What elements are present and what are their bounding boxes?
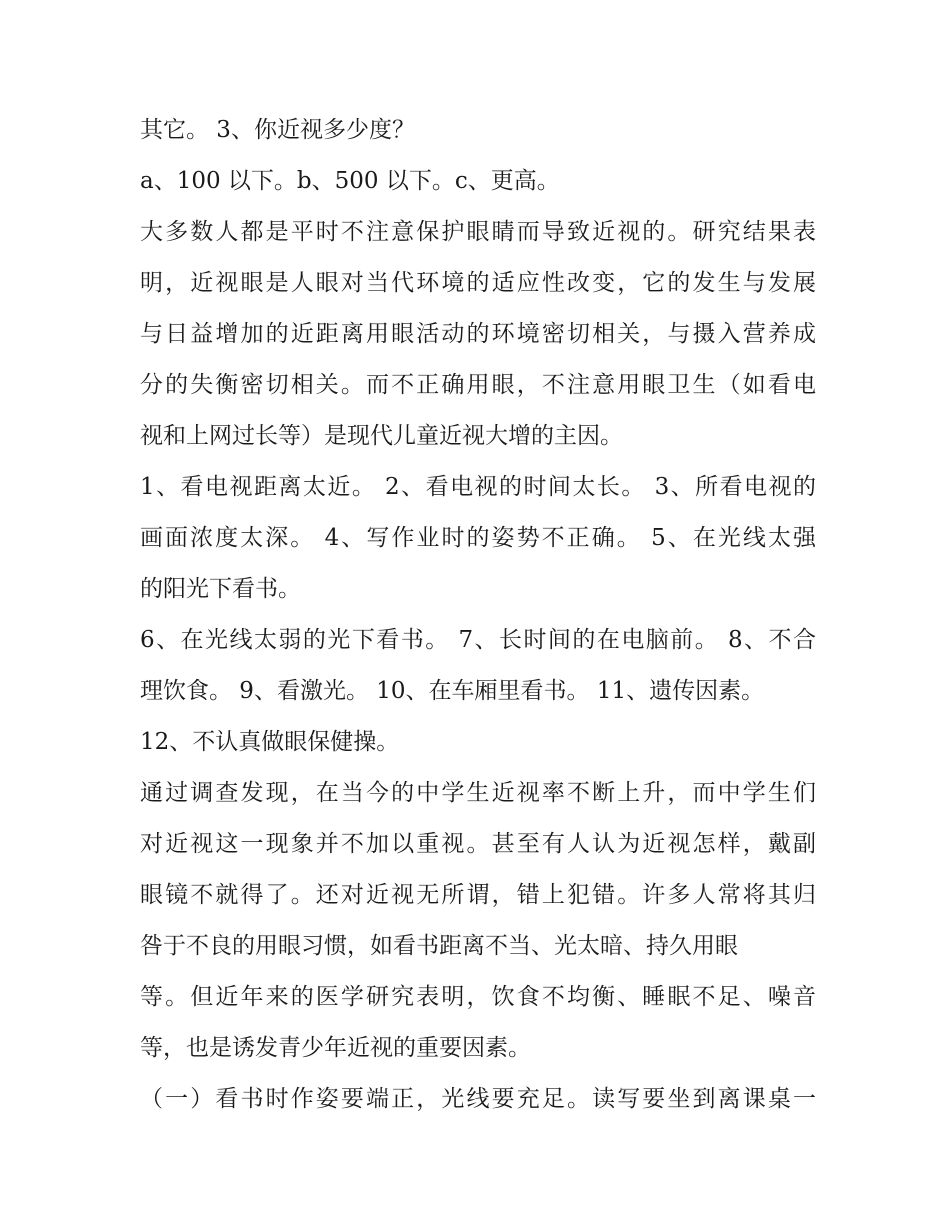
text-line: 与日益增加的近距离用眼活动的环境密切相关，与摄入营养成 (140, 321, 816, 347)
text-line: 1、看电视距离太近。 2、看电视的时间太长。 3、所看电视的 (140, 474, 816, 500)
text-line: （一）看书时作姿要端正，光线要充足。读写要坐到离课桌一 (140, 1086, 816, 1112)
text-line: 的阳光下看书。 (140, 576, 301, 602)
text-line: 理饮食。 9、看激光。 10、在车厢里看书。 11、遗传因素。 (140, 678, 765, 704)
text-line: 等，也是诱发青少年近视的重要因素。 (140, 1035, 531, 1061)
document-page (140, 108, 816, 1122)
text-line: 分的失衡密切相关。而不正确用眼，不注意用眼卫生（如看电 (140, 372, 816, 398)
text-line: 明，近视眼是人眼对当代环境的适应性改变，它的发生与发展 (140, 270, 816, 296)
text-line: 眼镜不就得了。还对近视无所谓，错上犯错。许多人常将其归 (140, 882, 816, 908)
text-line: 其它。 3、你近视多少度？ (140, 117, 415, 143)
text-line: 大多数人都是平时不注意保护眼睛而导致近视的。研究结果表 (140, 219, 816, 245)
text-line: 6、在光线太弱的光下看书。 7、长时间的在电脑前。 8、不合 (140, 627, 816, 653)
text-line: 咎于不良的用眼习惯，如看书距离不当、光太暗、持久用眼 (140, 933, 738, 959)
text-line: 画面浓度太深。 4、写作业时的姿势不正确。 5、在光线太强 (140, 525, 816, 551)
text-line: 通过调查发现，在当今的中学生近视率不断上升，而中学生们 (140, 780, 816, 806)
text-line: a、100 以下。b、500 以下。c、更高。 (140, 168, 560, 194)
text-line: 视和上网过长等）是现代儿童近视大增的主因。 (140, 423, 623, 449)
text-line: 等。但近年来的医学研究表明，饮食不均衡、睡眠不足、噪音 (140, 984, 816, 1010)
text-line: 对近视这一现象并不加以重视。甚至有人认为近视怎样，戴副 (140, 831, 816, 857)
text-line: 12、不认真做眼保健操。 (140, 729, 400, 755)
